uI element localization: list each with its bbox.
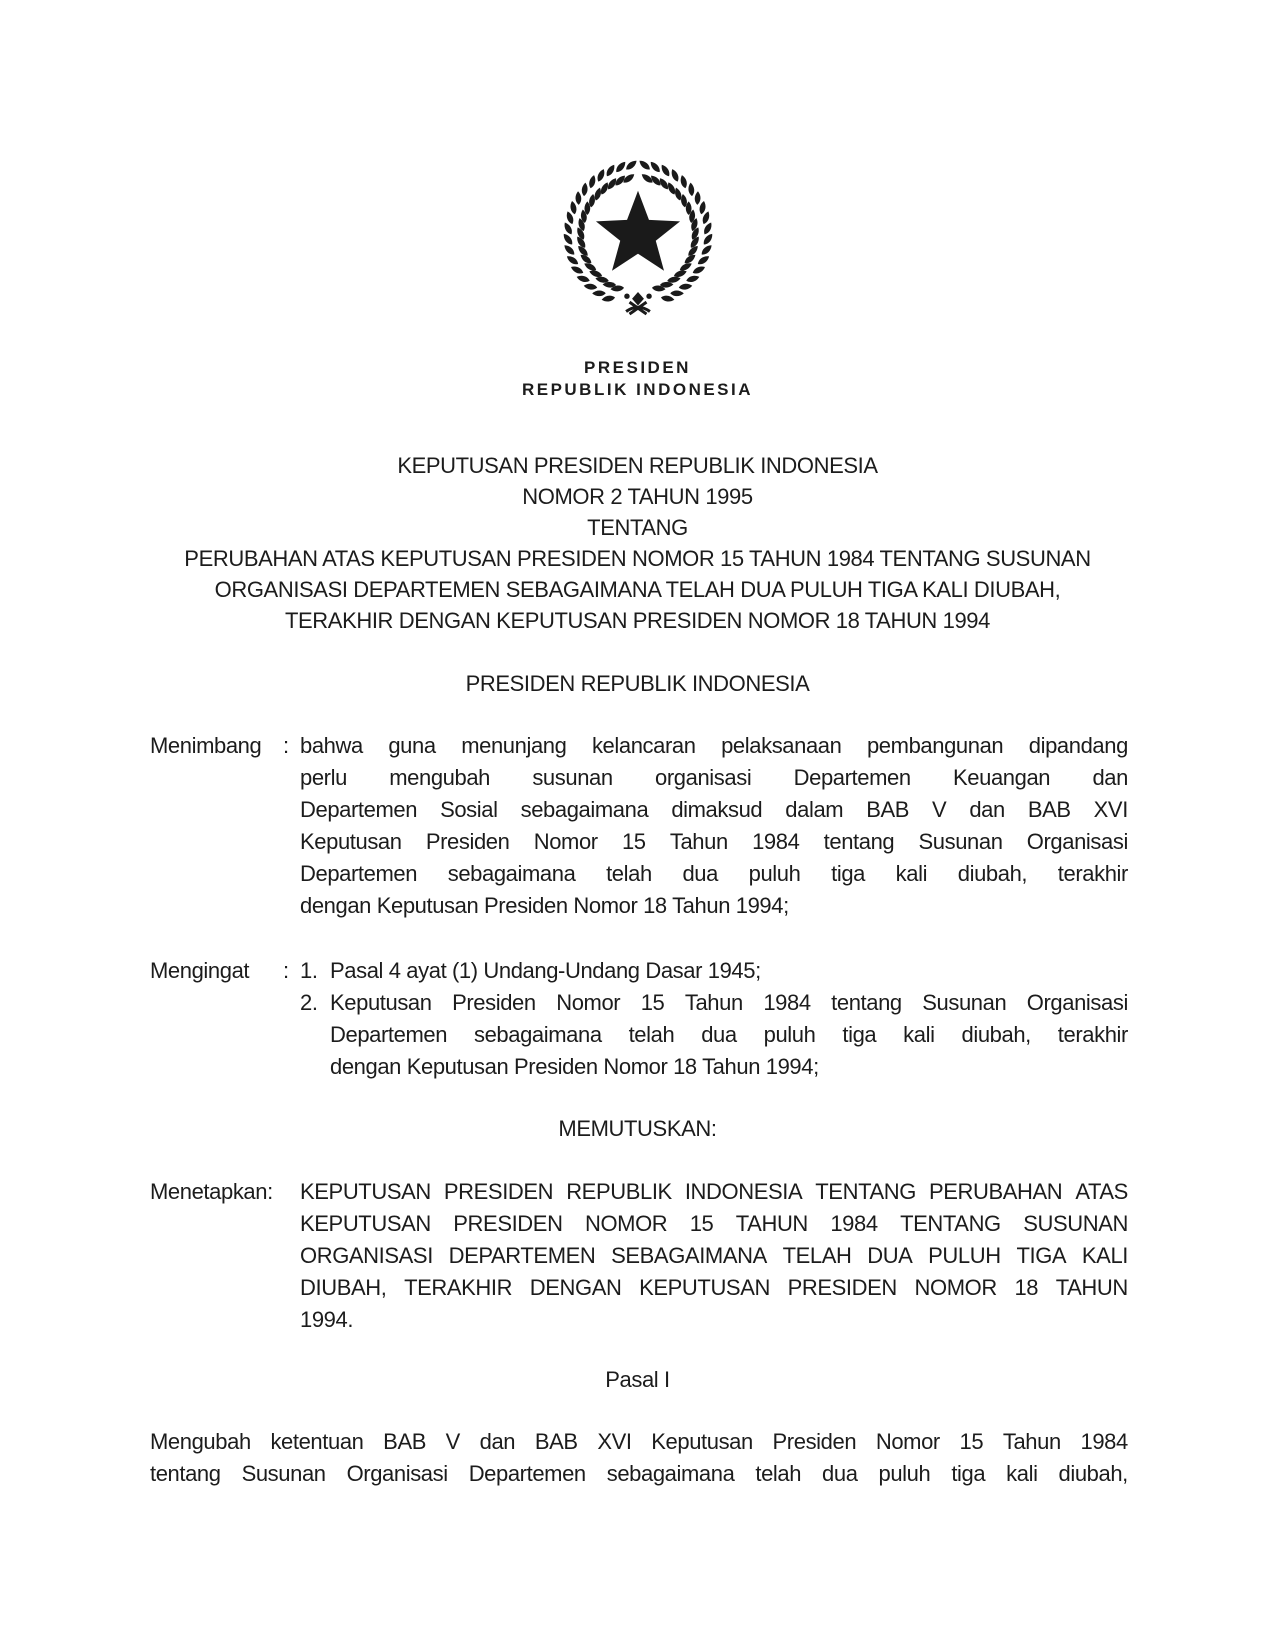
text-line: Departemen sebagaimana telah dua puluh tiga kali diubah, terakhir xyxy=(330,1022,1128,1047)
emblem-star xyxy=(595,191,679,271)
clause-body-menetapkan xyxy=(300,1176,1128,1336)
item-text xyxy=(330,955,1128,987)
text-line: Departemen Sosial sebagaimana dimaksud dalam BAB V dan BAB XVI xyxy=(300,797,1128,822)
list-item xyxy=(300,987,1128,1083)
list-item xyxy=(300,955,1128,987)
text-line: KEPUTUSAN PRESIDEN REPUBLIK INDONESIA xyxy=(397,453,878,478)
text-line: dengan Keputusan Presiden Nomor 18 Tahun 1994; xyxy=(330,1054,819,1079)
clause-label-text: Menimbang xyxy=(150,733,262,758)
emblem-knot xyxy=(624,292,652,314)
text-line: ORGANISASI DEPARTEMEN SEBAGAIMANA TELAH DUA PULUH TIGA KALI DIUBAH, xyxy=(214,577,1061,602)
text-line: Pasal 4 ayat (1) Undang-Undang Dasar 1945; xyxy=(330,958,761,983)
letterhead-presiden: PRESIDEN xyxy=(584,358,691,377)
item-number: 2. xyxy=(300,990,318,1015)
letterhead-text xyxy=(0,357,1275,401)
text-line: TERAKHIR DENGAN KEPUTUSAN PRESIDEN NOMOR 18 TAHUN 1994 xyxy=(285,608,990,633)
text-line: Departemen sebagaimana telah dua puluh tiga kali diubah, terakhir xyxy=(300,861,1128,886)
text-line: perlu mengubah susunan organisasi Departemen Keuangan dan xyxy=(300,765,1128,790)
text-line: Keputusan Presiden Nomor 15 Tahun 1984 tentang Susunan Organisasi xyxy=(330,990,1128,1015)
text-line: dengan Keputusan Presiden Nomor 18 Tahun 1994; xyxy=(300,893,789,918)
memutuskan-heading: MEMUTUSKAN: xyxy=(558,1116,717,1141)
clause-label-menetapkan xyxy=(150,1176,300,1336)
text-line: NOMOR 2 TAHUN 1995 xyxy=(522,484,753,509)
clause-label-menimbang xyxy=(150,730,300,922)
presidential-star-wreath-emblem-icon xyxy=(553,150,723,320)
letterhead-republik-indonesia: REPUBLIK INDONESIA xyxy=(521,380,754,399)
closing-paragraph xyxy=(150,1426,1128,1490)
pasal-heading: Pasal I xyxy=(605,1367,670,1392)
text-line: bahwa guna menunjang kelancaran pelaksanaan pembangunan dipandang xyxy=(300,733,1128,758)
clause-label-text: Mengingat xyxy=(150,958,250,983)
clause-colon: : xyxy=(283,733,289,758)
clause-label-text: Menetapkan: xyxy=(150,1179,273,1204)
item-text xyxy=(330,987,1128,1083)
clause-colon: : xyxy=(283,958,289,983)
opening-heading: PRESIDEN REPUBLIK INDONESIA xyxy=(465,671,810,696)
text-line: TENTANG xyxy=(587,515,688,540)
clause-menetapkan xyxy=(150,1176,1128,1336)
clause-body-menimbang xyxy=(300,730,1128,922)
text-line: DIUBAH, TERAKHIR DENGAN KEPUTUSAN PRESIDEN NOMOR 18 TAHUN xyxy=(300,1275,1128,1300)
text-line: KEPUTUSAN PRESIDEN NOMOR 15 TAHUN 1984 TENTANG SUSUNAN xyxy=(300,1211,1128,1236)
clause-label-mengingat xyxy=(150,955,300,1083)
text-line: Keputusan Presiden Nomor 15 Tahun 1984 tentang Susunan Organisasi xyxy=(300,829,1128,854)
text-line: PERUBAHAN ATAS KEPUTUSAN PRESIDEN NOMOR 15 TAHUN 1984 TENTANG SUSUNAN xyxy=(184,546,1091,571)
letterhead xyxy=(0,0,1275,401)
clause-menimbang xyxy=(150,730,1128,922)
clause-mengingat xyxy=(150,955,1128,1083)
text-line: ORGANISASI DEPARTEMEN SEBAGAIMANA TELAH DUA PULUH TIGA KALI xyxy=(300,1243,1128,1268)
text-line: Mengubah ketentuan BAB V dan BAB XVI Keputusan Presiden Nomor 15 Tahun 1984 xyxy=(150,1429,1128,1454)
decree-title xyxy=(0,450,1275,636)
text-line: 1994. xyxy=(300,1307,354,1332)
item-number: 1. xyxy=(300,958,318,983)
clause-body-mengingat xyxy=(300,955,1128,1083)
text-line: KEPUTUSAN PRESIDEN REPUBLIK INDONESIA TENTANG PERUBAHAN ATAS xyxy=(300,1179,1128,1204)
text-line: tentang Susunan Organisasi Departemen sebagaimana telah dua puluh tiga kali diubah, xyxy=(150,1461,1128,1486)
